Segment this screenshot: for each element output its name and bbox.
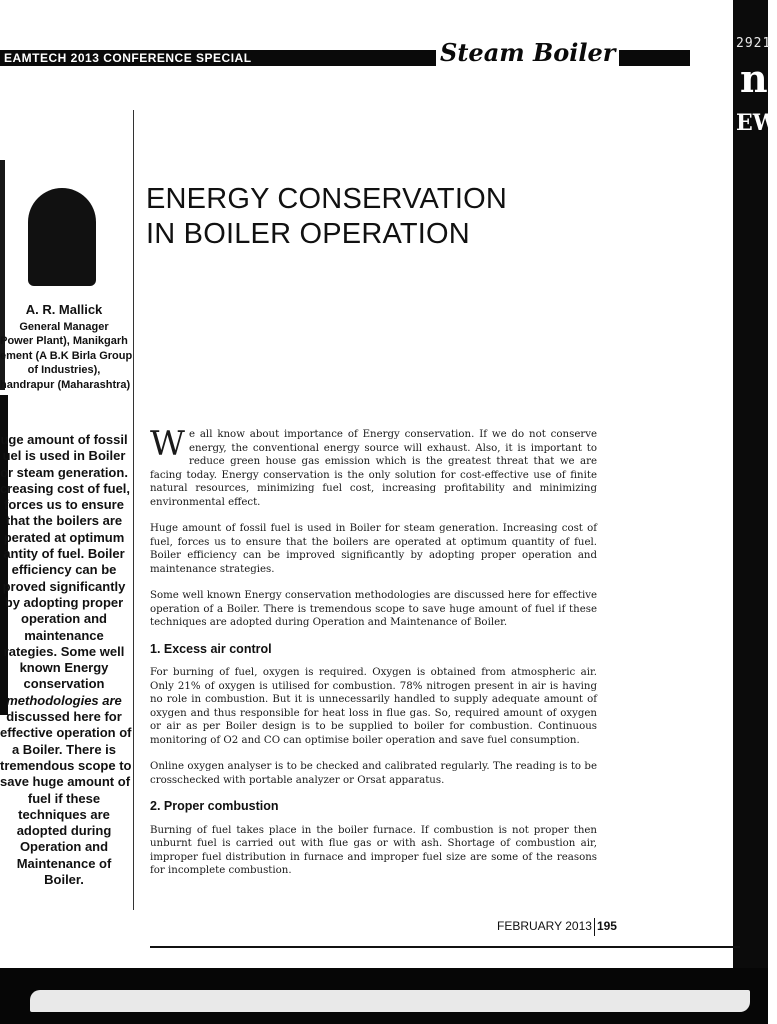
pull-quote-line: a Boiler. There is — [11, 741, 117, 757]
page-footer — [497, 918, 617, 936]
paragraph: Burning of fuel takes place in the boiler furnace. If combustion is not proper then unburnt fuel is carried out with flue gas or with ash. Shortage of combustion air, improper fuel distribution in furnace and improper fuel size are some of the reasons for incomplete combustion. — [150, 824, 597, 876]
author-affiliation-line: ement (A B.K Birla Group — [0, 349, 133, 362]
paragraph: Some well known Energy conservation methodologies are discussed here for effective operation of a Boiler. There is tremendous scope to save huge amount of fuel if these techniques are adopted during Operation and Maintenance of Boiler. — [150, 590, 597, 628]
issue-date: FEBRUARY 2013 — [497, 919, 592, 934]
pull-quote-line: creasing cost of fuel, — [0, 480, 131, 496]
section-heading: 1. Excess air control — [150, 641, 272, 656]
edge-page-number: 2921 — [736, 36, 772, 51]
author-affiliation-line: handrapur (Maharashtra) — [0, 378, 131, 391]
section-heading: 2. Proper combustion — [150, 799, 279, 813]
scan-glare — [30, 990, 750, 1012]
pull-quote-line: techniques are — [18, 806, 110, 822]
pull-quote-line: or steam generation. — [0, 464, 128, 480]
pull-quote-line: rategies. Some well — [3, 643, 125, 659]
pull-quote-line: save huge amount of — [0, 774, 131, 790]
magazine-logo: Steam Boiler — [436, 38, 619, 67]
intro-paragraph — [150, 424, 597, 509]
footer-separator — [594, 918, 595, 936]
author-info — [0, 302, 133, 392]
pull-quote-line: uge amount of fossil — [0, 432, 128, 447]
article-title — [146, 182, 507, 252]
pull-quote-line: efficiency can be — [11, 562, 117, 578]
edge-fragment: EW — [736, 110, 777, 136]
page-number: 195 — [596, 919, 617, 934]
pull-quote-line: operation and — [21, 611, 107, 627]
pull-quote-line: methodologies are — [6, 692, 122, 708]
pull-quote-line: by adopting proper — [4, 594, 124, 610]
pull-quote-line: antity of fuel. Boiler — [3, 546, 125, 562]
pull-quote-line: forces us to ensure — [4, 497, 124, 513]
pull-quote-line: conservation — [23, 676, 105, 692]
pull-quote-line: that the boilers are — [5, 513, 123, 529]
pull-quote-line: uel is used in Boiler — [2, 448, 126, 464]
paragraph: Huge amount of fossil fuel is used in Boiler for steam generation. Increasing cost of fuel, forces us to ensure that the boilers are operated at optimum quantity of fuel. Boiler efficiency can be improved significantly by adopting proper operation and maintenance strategies. — [150, 523, 597, 575]
pull-quote-line: known Energy — [19, 660, 109, 676]
page-header — [0, 38, 690, 68]
author-affiliation-line: Power Plant), Manikgarh — [0, 335, 128, 347]
pull-quote — [0, 432, 132, 888]
pull-quote-line: perated at optimum — [3, 529, 125, 545]
paragraph: For burning of fuel, oxygen is required. Oxygen is obtained from atmospheric air. Only 21% of oxygen is utilised for combustion. 78% nitrogen present in air is having no role in combustion. But it is unnecessarily handled to supply adequate amount of oxygen and thus responsible for heat loss in flue gas. So, required amount of oxygen or air as per Boiler design is to be supplied to boiler for combustion. Continuous monitoring of O2 and CO can optimise boiler operation and save fuel consumption. — [150, 667, 597, 746]
edge-letter: n — [740, 56, 768, 101]
pull-quote-line: Operation and — [19, 839, 109, 855]
title-line: IN BOILER OPERATION — [146, 218, 470, 250]
pull-quote-line: fuel if these — [27, 790, 101, 806]
author-photo — [28, 188, 96, 286]
scan-edge-right — [733, 0, 768, 970]
drop-cap: W — [150, 424, 185, 464]
pull-quote-line: discussed here for — [6, 709, 122, 725]
article-body — [150, 424, 597, 891]
author-name: A. R. Mallick — [25, 302, 103, 317]
pull-quote-line: Boiler. — [44, 872, 84, 888]
paragraph: Online oxygen analyser is to be checked and calibrated regularly. The reading is to be crosschecked with portable analyzer or Orsat apparatus. — [150, 761, 597, 786]
conference-label: EAMTECH 2013 CONFERENCE SPECIAL — [4, 51, 252, 65]
author-affiliation-line: of Industries), — [27, 364, 101, 376]
pull-quote-line: adopted during — [16, 823, 112, 839]
author-affiliation-line: General Manager — [19, 320, 109, 333]
intro-text: e all know about importance of Energy conservation. If we do not conserve energy, the conventional energy source will exhaust. Also, it is important to reduce green house gas emission which is the greatest threat that we are facing today. Energy conservation is the only solution for cost-effective use of finite natural resources, minimizing fuel cost, increasing profitability and minimizing environmental effect. — [150, 429, 597, 508]
pull-quote-line: effective operation of — [0, 725, 132, 741]
bottom-rule — [150, 946, 740, 948]
pull-quote-line: Maintenance of — [16, 855, 112, 871]
pull-quote-line: proved significantly — [2, 578, 126, 594]
pull-quote-line: maintenance — [24, 627, 104, 643]
column-divider — [133, 110, 134, 910]
pull-quote-line: tremendous scope to — [0, 757, 132, 773]
title-line: ENERGY CONSERVATION — [146, 183, 508, 215]
